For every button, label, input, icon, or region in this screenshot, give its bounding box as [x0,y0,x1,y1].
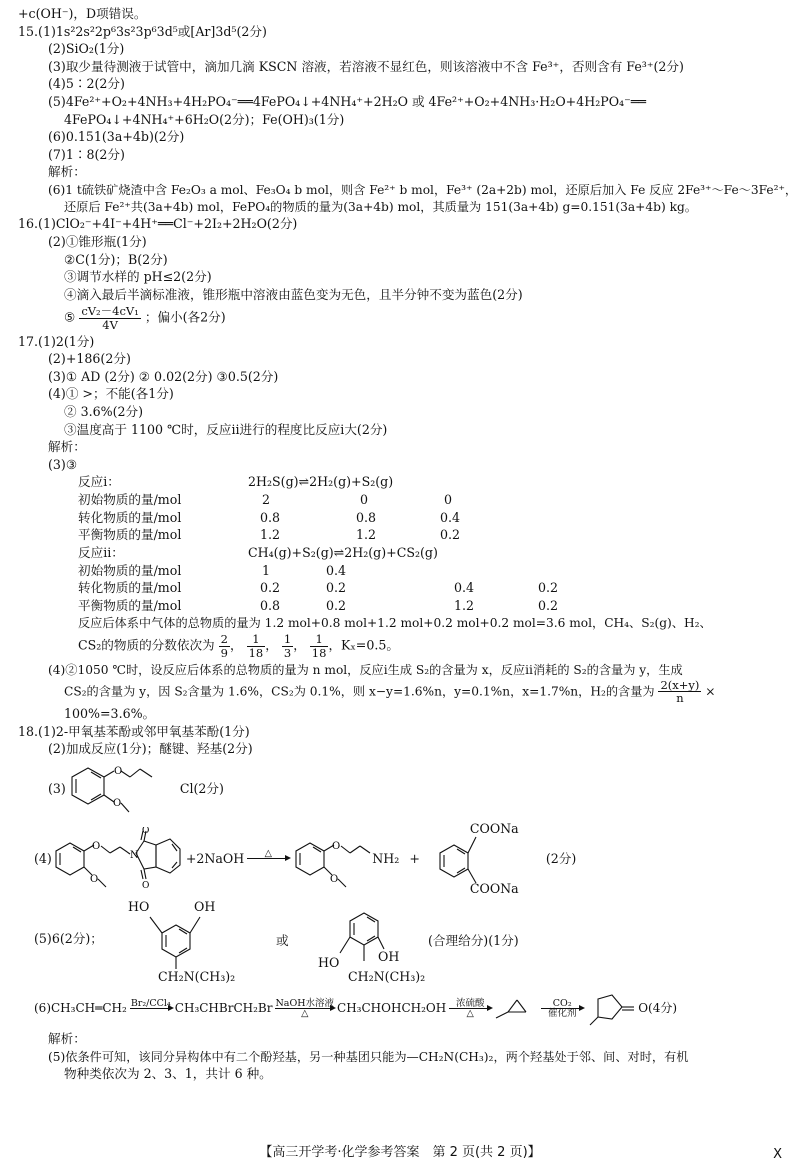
fraction-denominator: 18 [248,646,264,661]
analysis-heading: 解析： [48,1030,86,1046]
epoxide-structure [494,994,538,1024]
propene: (6)CH₃CH═CH₂ [34,1001,127,1016]
table-cell: 1.2 [260,527,281,543]
arrow-line [247,858,289,859]
table-cell: 0.2 [260,580,281,596]
arrow-line [130,1008,172,1009]
analysis-heading: 解析： [48,439,86,455]
arrow-condition: △ [466,1008,474,1020]
reaction-label: 反应ⅱ： [78,544,124,560]
fraction-denominator: 9 [220,646,228,661]
isomer-ring-1 [136,911,216,971]
fraction-numerator: 1 [283,632,292,647]
score: (合理给分)(1分) [428,932,519,948]
arrow-condition: △ [264,847,272,859]
q15-line: 4FePO₄↓+4NH₄⁺+6H₂O(2分)；Fe(OH)₃(1分) [64,111,345,127]
cyclic-carbonate-structure [586,989,642,1029]
reaction-arrow [130,999,172,1019]
arrow-reagent: Br₂/CCl₄ [130,997,171,1009]
phthalate-structure [430,821,540,897]
svg-text:O: O [91,840,101,852]
q17-explanation: 100%=3.6%。 [64,706,156,722]
row-label: 初始物质的量/mol [78,492,182,508]
fraction-numerator: 2 [220,632,228,647]
arrow-line [449,1008,491,1009]
svg-text:O: O [141,880,150,891]
hydroxyl-label: OH [194,898,216,914]
part-label: (4) [34,850,52,866]
text: Cl(2分) [179,780,224,796]
fraction [658,679,701,705]
text: CS₂的含量为 y，因 S₂含量为 1.6%，CS₂为 0.1%，则 x−y=1.6%n，y=0.1%n，x=1.7%n，H₂的含量为 [64,684,655,699]
ether-chloride-structure [66,760,186,818]
q17-explanation: CS₂的物质的分数依次为 $\frac{2}{9}$ ， $\frac{1}{18}$ ， $\frac{1}{3}$ ， $\frac{1}{18}$ ，Kₓ=0.5。 [78,632,399,661]
reaction-arrow [541,999,583,1019]
reagent: +2NaOH [185,850,245,866]
fraction [79,305,141,331]
reaction-equation: 2H₂S(g)⇌2H₂(g)+S₂(g) [248,474,394,490]
q16-line: 16.(1)ClO₂⁻+4I⁻+4H⁺══Cl⁻+2I₂+2H₂O(2分) [18,216,298,232]
table-cell: 0.2 [326,580,347,596]
q15-line: (7)1∶8(2分) [48,146,125,162]
arrow-condition: 催化剂 [547,1008,577,1020]
fraction-numerator: 1 [310,633,329,647]
page-corner-mark: X [773,1147,782,1162]
arrow-line [541,1008,583,1009]
q18-line: 18.(1)2-甲氧基苯酚或邻甲氧基苯酚(1分) [18,723,250,739]
fraction-numerator: 2(x+y) [660,677,700,692]
q18-explanation: 物种类依次为 2、3、1，共计 6 种。 [64,1065,272,1081]
table-cell: 0.4 [440,509,461,525]
q16-line: ④滴入最后半滴标准液，锥形瓶中溶液由蓝色变为无色，且半分钟不变为蓝色(2分) [64,286,523,302]
text: ，Kₓ=0.5。 [328,638,399,654]
q16-line: (2)①锥形瓶(1分) [48,233,147,249]
q15-line: (5)4Fe²⁺+O₂+4NH₃+4H₂PO₄⁻══4FePO₄↓+4NH₄⁺+2H₂O 或 4Fe²⁺+O₂+4NH₃·H₂O+4H₂PO₄⁻══ [48,94,646,110]
carboxylate-group: COONa [469,820,519,836]
table-cell: 1.2 [454,597,475,613]
hydroxyl-label: HO [318,954,340,970]
table-cell: 0.8 [356,509,377,525]
analysis-heading: 解析： [48,164,86,180]
fraction [247,633,266,659]
table-cell: 0.2 [440,527,461,543]
reaction-arrow [449,999,491,1019]
row-label: 初始物质的量/mol [78,562,182,578]
q17-line: (4)① >；不能(各1分) [48,386,174,402]
reaction-label: 反应ⅰ： [78,474,120,490]
dibromide: CH₃CHBrCH₂Br [174,1001,273,1016]
fraction-denominator: 3 [283,646,292,661]
part-label: (3) [48,780,66,796]
answer-page [18,6,798,1083]
svg-text:N: N [129,849,139,861]
svg-text:O: O [113,765,123,777]
table-cell: 0.8 [260,597,281,613]
table-row [78,510,602,528]
page-footer: 【高三开学考·化学参考答案 第 2 页(共 2 页)】 [259,1145,541,1160]
reaction-equation: CH₄(g)+S₂(g)⇌2H₂(g)+CS₂(g) [248,544,438,560]
q17-explanation: (3)③ [48,456,78,472]
q15-line: (3)取少量待测液于试管中，滴加几滴 KSCN 溶液，若溶液不显红色，则该溶液中不含 Fe³⁺，否则含有 Fe³⁺(2分) [48,58,684,74]
reaction-arrow [247,849,289,869]
arrow-line [275,1008,334,1009]
text: × [705,684,716,699]
carboxylate-group: COONa [469,880,519,896]
score: (2分) [545,850,577,866]
dimethylaminomethyl-group: CH₂N(CH₃)₂ [158,968,236,984]
amino-group: NH₂ [372,850,400,866]
table-cell: 0.4 [454,580,475,596]
table-cell: 0.8 [260,509,281,525]
fraction-denominator: 4V [102,317,118,332]
hydroxyl-label: HO [128,898,150,914]
dimethylaminomethyl-group: CH₂N(CH₃)₂ [348,968,426,984]
q16-line: ③调节水样的 pH≤2(2分) [64,269,212,285]
row-label: 平衡物质的量/mol [78,597,182,613]
table-cell: 0.4 [326,562,347,578]
table-cell: 0.2 [538,580,559,596]
table-cell: 1.2 [356,527,377,543]
q18-line: (2)加成反应(1分)；醚键、羟基(2分) [48,741,253,757]
svg-text:O: O [112,797,122,809]
q15-line: (2)SiO₂(1分) [48,41,125,57]
reaction-table-1 [78,474,602,615]
table-cell: 0.2 [538,597,559,613]
q17-explanation [18,679,790,705]
q15-line: (6)0.151(3a+4b)(2分) [48,129,185,145]
text: ；偏小(各2分) [144,309,226,325]
arrow-reagent: 浓硫酸 [455,997,485,1009]
table-row [78,598,602,616]
arrow-reagent: CO₂ [552,997,572,1009]
table-row [78,580,602,598]
table-cell: 0 [444,492,453,508]
table-cell: 0.2 [326,597,347,613]
fraction-numerator: cV₂－4cV₁ [81,304,139,319]
q17-explanation: (4)②1050 ℃时，设反应后体系的总物质的量为 n mol，反应ⅰ生成 S₂的含量为 x，反应ⅱ消耗的 S₂的含量为 y，生成 [48,662,683,677]
table-cell: 1 [262,562,271,578]
reaction-arrow [275,999,334,1019]
q17-line: (3)① AD (2分) ② 0.02(2分) ③0.5(2分) [48,368,279,384]
q16-line: ②C(1分)；B(2分) [64,251,168,267]
fraction-denominator: n [676,691,684,706]
q17-line: ② 3.6%(2分) [64,404,144,420]
arrow-reagent: NaOH水溶液 [275,997,335,1009]
row-label: 转化物质的量/mol [78,509,182,525]
fraction [282,633,293,659]
table-row [78,492,602,510]
q17-line: 17.(1)2(1分) [18,333,95,349]
svg-text:O: O [332,840,341,852]
q18-6-synthesis-row [18,987,790,1031]
row-label: 转化物质的量/mol [78,580,182,596]
svg-text:O: O [89,873,99,885]
table-cell: 2 [262,492,271,508]
q18-3-structure-row [18,759,790,819]
q18-explanation: (5)依条件可知，该同分异构体中有二个酚羟基，另一种基团只能为—CH₂N(CH₃)₂，两个羟基处于邻、间、对时，有机 [48,1049,689,1064]
svg-text:O: O [330,873,339,885]
hydroxyl-label: OH [378,948,400,964]
table-cell [424,563,518,581]
row-label: 平衡物质的量/mol [78,527,182,543]
text-line: +c(OH⁻)，D项错误。 [18,6,147,21]
diol: CH₃CHOHCH₂OH [337,1001,447,1016]
score: O(4分) [638,1001,678,1016]
fraction [310,633,329,659]
q17-line: (2)+186(2分) [48,351,131,367]
fraction [219,633,230,659]
q18-4-reaction-row [18,819,790,899]
text: CS₂的物质的分数依次为 [78,638,215,654]
arrow-condition: △ [301,1008,309,1020]
q17-line: ③温度高于 1100 ℃时，反应ⅱ进行的程度比反应ⅰ大(2分) [64,421,388,437]
q15-explanation: (6)1 t硫铁矿烧渣中含 Fe₂O₃ a mol、Fe₃O₄ b mol，则含 Fe²⁺ b mol，Fe³⁺ (2a+2b) mol，还原后加入 Fe 反应 2Fe³⁺～Fe～3Fe²⁺， [48,183,798,198]
phthalimide-structure [52,827,182,891]
q15-explanation: 还原后 Fe²⁺共(3a+4b) mol，FePO₄的物质的量为(3a+4b) mol，其质量为 151(3a+4b) g=0.151(3a+4b) kg。 [64,200,697,215]
table-row [78,527,602,545]
or-text: 或 [276,932,289,948]
circled-number: ⑤ [64,309,76,325]
q17-explanation: 反应后体系中气体的总物质的量为 1.2 mol+0.8 mol+1.2 mol+0.2 mol+0.2 mol=3.6 mol，CH₄、S₂(g)、H₂、 [78,616,712,631]
table-cell [518,563,602,581]
svg-text:O: O [141,826,150,836]
part-label: (5)6(2分)； [34,930,103,946]
fraction-numerator: 1 [247,633,266,647]
table-row [78,563,602,581]
table-cell: 0 [360,492,369,508]
fraction-denominator: 18 [311,646,327,661]
q15-line: (4)5∶2(2分) [48,76,125,92]
q16-line [18,305,790,331]
plus-sign: + [409,850,420,866]
q15-line: 15.(1)1s²2s²2p⁶3s²3p⁶3d⁵或[Ar]3d⁵(2分) [18,23,267,39]
q18-5-isomers [18,899,790,987]
